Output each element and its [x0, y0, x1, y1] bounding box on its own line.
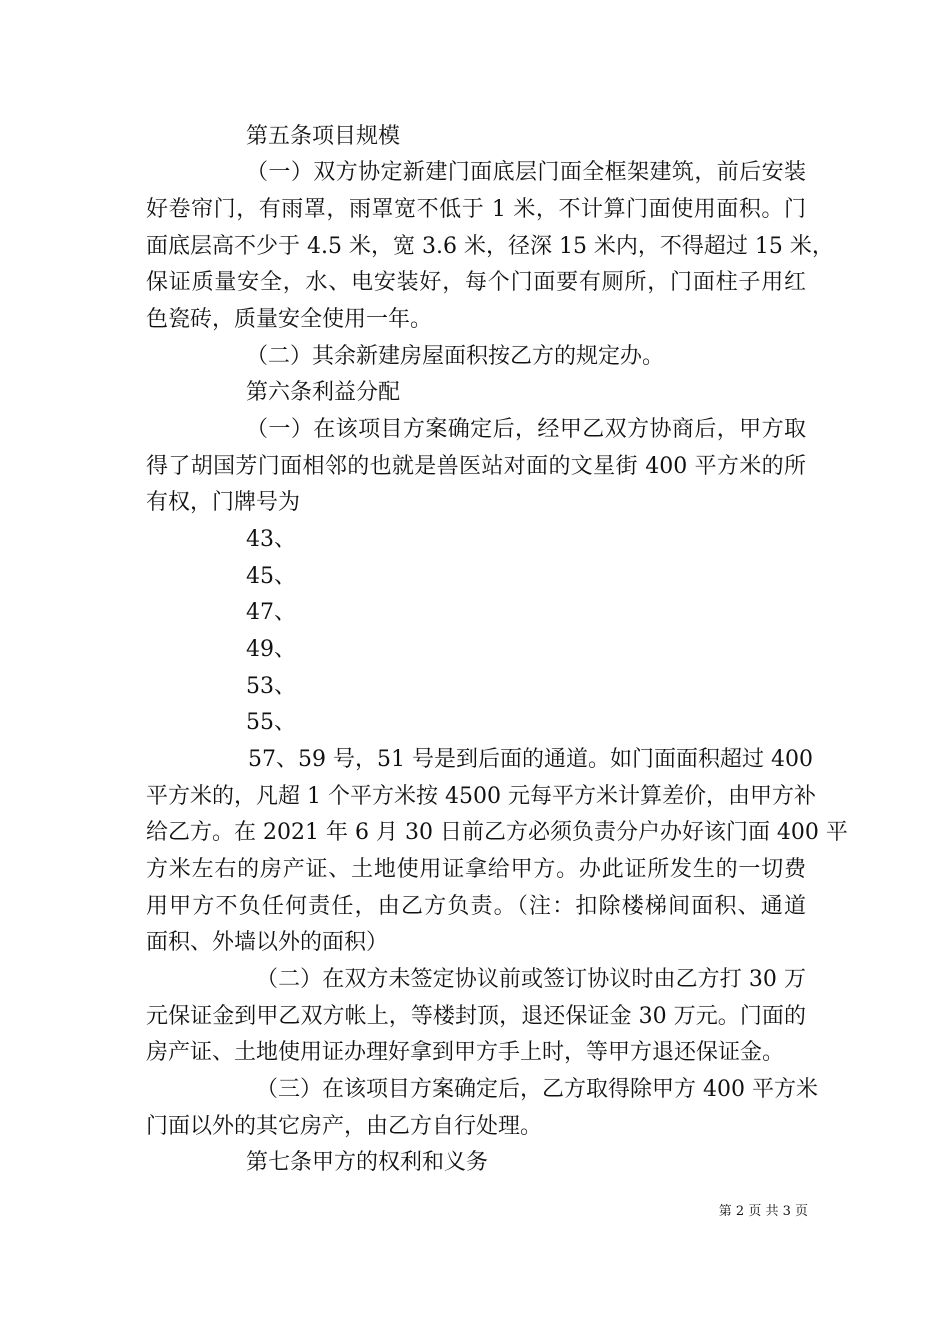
- house-number-item: 53、: [246, 674, 296, 699]
- paragraph-line: 门面以外的其它房产，由乙方自行处理。: [146, 1114, 543, 1139]
- paragraph-line: （一）双方协定新建门面底层门面全框架建筑，前后安装: [246, 160, 806, 185]
- paragraph-line: 色瓷砖，质量安全使用一年。: [146, 307, 433, 332]
- paragraph-line: （二）在双方未签定协议前或签订协议时由乙方打 30 万: [256, 967, 806, 992]
- paragraph-line: 保证质量安全，水、电安装好，每个门面要有厕所，门面柱子用红: [146, 270, 806, 295]
- paragraph-line: 给乙方。在 2021 年 6 月 30 日前乙方必须负责分户办好该门面 400 平: [146, 820, 848, 845]
- paragraph-line: （二）其余新建房屋面积按乙方的规定办。: [246, 344, 665, 369]
- house-number-item: 47、: [246, 600, 296, 625]
- paragraph-line: 有权，门牌号为: [146, 490, 301, 515]
- paragraph-line: 平方米的，凡超 1 个平方米按 4500 元每平方米计算差价，由甲方补: [146, 784, 816, 809]
- paragraph-line: 面底层高不少于 4.5 米，宽 3.6 米，径深 15 米内，不得超过 15 米，: [146, 234, 834, 259]
- paragraph-line: 得了胡国芳门面相邻的也就是兽医站对面的文星街 400 平方米的所: [146, 454, 806, 479]
- paragraph-line: 用甲方不负任何责任，由乙方负责。（注：扣除楼梯间面积、通道: [146, 894, 806, 919]
- paragraph-line: （一）在该项目方案确定后，经甲乙双方协商后，甲方取: [246, 417, 806, 442]
- paragraph-line: 好卷帘门，有雨罩，雨罩宽不低于 1 米，不计算门面使用面积。门: [146, 197, 806, 222]
- paragraph-line: 房产证、土地使用证办理好拿到甲方手上时，等甲方退还保证金。: [146, 1040, 785, 1065]
- house-number-item: 45、: [246, 564, 296, 589]
- house-number-item: 49、: [246, 637, 296, 662]
- paragraph-line: 方米左右的房产证、土地使用证拿给甲方。办此证所发生的一切费: [146, 857, 806, 882]
- article-5-heading: 第五条项目规模: [246, 124, 401, 149]
- paragraph-line: 面积、外墙以外的面积）: [146, 930, 389, 955]
- house-number-item: 55、: [246, 710, 296, 735]
- house-number-item: 43、: [246, 527, 296, 552]
- article-7-heading: 第七条甲方的权利和义务: [246, 1150, 489, 1175]
- paragraph-line: 元保证金到甲乙双方帐上，等楼封顶，退还保证金 30 万元。门面的: [146, 1004, 806, 1029]
- paragraph-line: （三）在该项目方案确定后，乙方取得除甲方 400 平方米: [256, 1077, 818, 1102]
- article-6-heading: 第六条利益分配: [246, 380, 401, 405]
- page-number-footer: 第 2 页 共 3 页: [718, 1204, 808, 1219]
- paragraph-line: 57、59 号，51 号是到后面的通道。如门面面积超过 400: [248, 747, 813, 772]
